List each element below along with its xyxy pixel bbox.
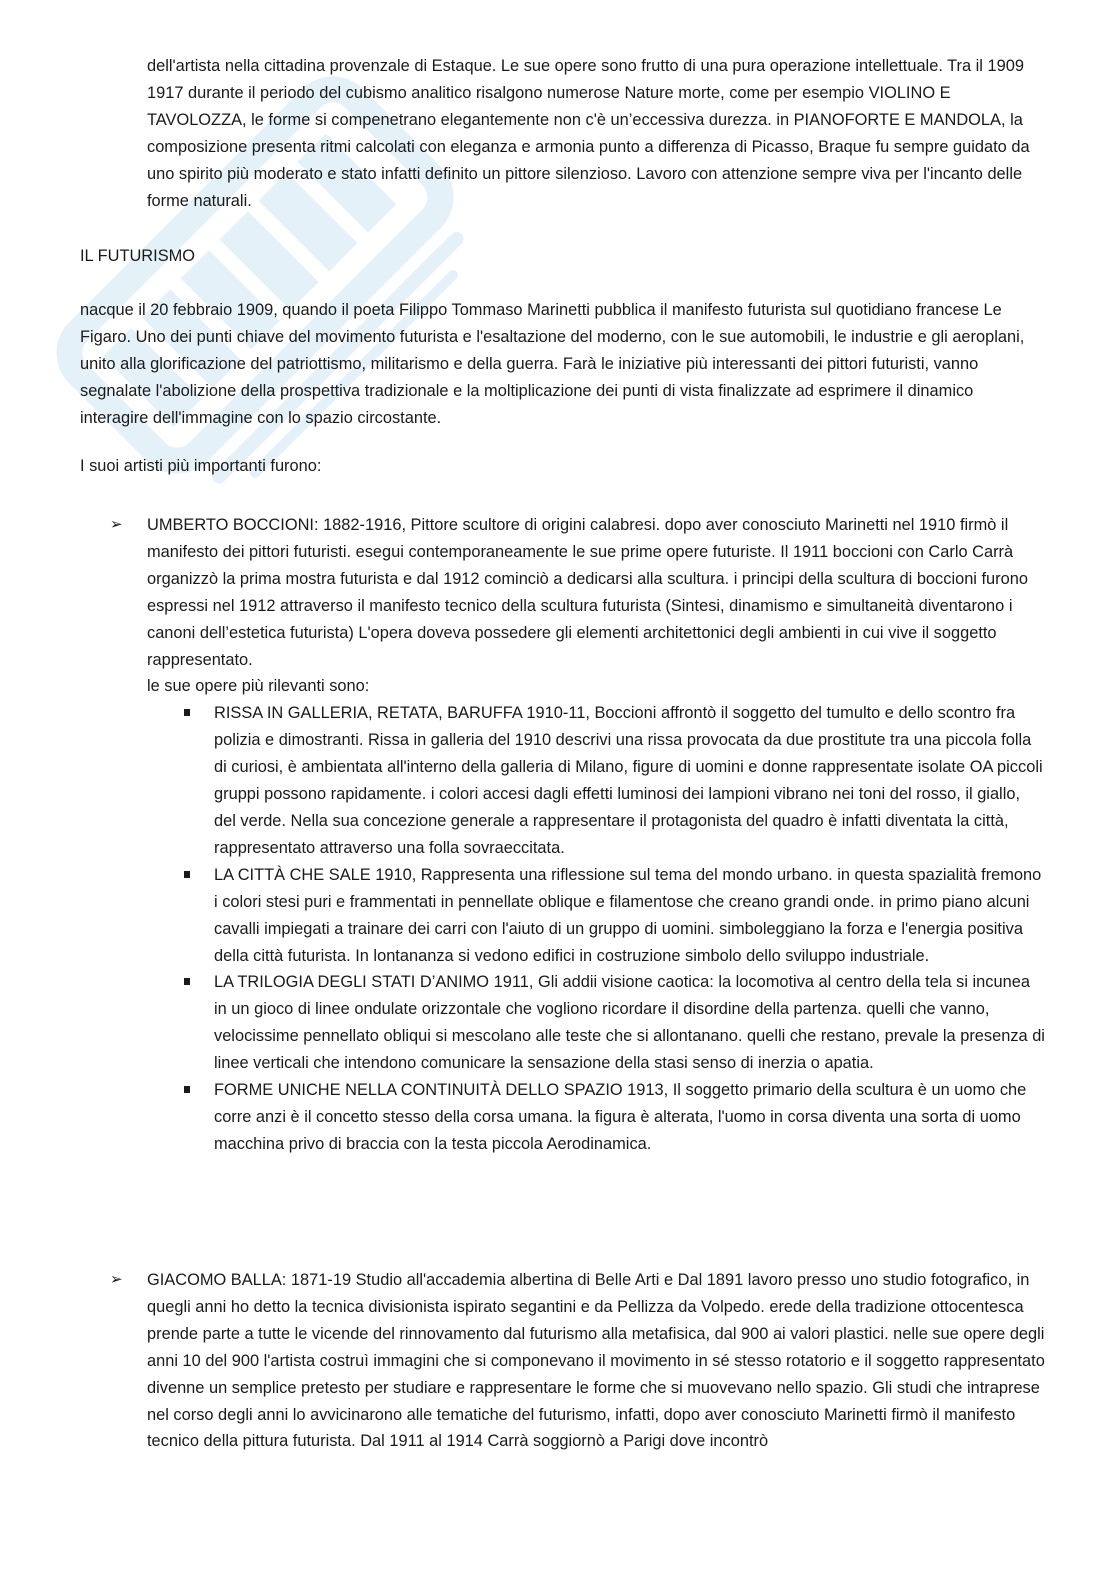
list-item — [110, 700, 1045, 861]
work-description: RISSA IN GALLERIA, RETATA, BARUFFA 1910-11, Boccioni affrontò il soggetto del tumulto e dello scontro fra polizia e dimostranti. Rissa in galleria del 1910 descrivi una rissa provocata da due prostitute tra una piccola folla di curiosi, è ambientata all'interno della galleria di Milano, figure di uomini e donne rappresentate isolate OA piccoli gruppi possono rapidamente. i colori accesi dagli effetti luminosi dei lampioni vibrano nei toni del rosso, il giallo, del verde. Nella sua concezione generale a rappresentare il protagonista del quadro è infatti diventata la città, rappresentato attraverso una folla sovraeccitata. — [214, 704, 1043, 857]
square-bullet-icon — [184, 709, 190, 716]
list-item — [110, 512, 1045, 700]
square-bullet-icon — [184, 1086, 190, 1093]
list-item — [110, 862, 1045, 970]
work-description: LA CITTÀ CHE SALE 1910, Rappresenta una riflessione sul tema del mondo urbano. in questa spazialità fremono i colori stesi puri e frammentati in pennellate oblique e filamentose che creano grandi onde. in primo piano alcuni cavalli impiegati a trainare dei carri con l'aiuto di un gruppo di uomini. simboleggiano la forza e l'energia positiva della città futurista. In lontananza si vedono edifici in costruzione simbolo dello sviluppo industriale. — [214, 865, 1042, 965]
list-item — [110, 1267, 1045, 1455]
section-paragraph-text: nacque il 20 febbraio 1909, quando il poeta Filippo Tommaso Marinetti pubblica il manifesto futurista sul quotidiano francese Le Figaro. Uno dei punti chiave del movimento futurista e l'esaltazione del moderno, con le sue automobili, le industrie e gli aeroplani, unito alla glorificazione del patriottismo, militarismo e della guerra. Farà le iniziative più interessanti dei pittori futuristi, vanno segnalate l'abolizione della prospettiva tradizionale e la moltiplicazione dei punti di vista finalizzate ad esprimere il dinamico interagire dell'immagine con lo spazio circostante. — [80, 301, 1025, 427]
arrow-bullet-icon: ➢ — [110, 516, 123, 533]
artists-lead-text: I suoi artisti più importanti furono: — [80, 457, 322, 475]
artist-description: UMBERTO BOCCIONI: 1882-1916, Pittore scultore di origini calabresi. dopo aver conosciuto Marinetti nel 1910 firmò il manifesto dei pittori futuristi. esegui contemporaneamente le sue prime opere futuriste. Il 1911 boccioni con Carlo Carrà organizzò la prima mostra futurista e dal 1912 cominciò a dedicarsi alla scultura. i principi della scultura di boccioni furono espressi nel 1912 attraverso il manifesto tecnico della scultura futurista (Sintesi, dinamismo e simultaneità diventarono i canoni dell’estetica futurista) L'opera doveva possedere gli elementi architettonici degli ambienti in cui vive il soggetto rappresentato. — [147, 516, 1028, 669]
list-item — [110, 1077, 1045, 1158]
section-title — [80, 243, 480, 270]
artist-item-balla — [110, 1267, 1045, 1455]
artist-description: GIACOMO BALLA: 1871-19 Studio all'accademia albertina di Belle Arti e Dal 1891 lavoro presso uno studio fotografico, in quegli anni ho detto la tecnica divisionista ispirato segantini e da Pellizza da Volpedo. erede della tradizione ottocentesca prende parte a tutte le vicende del rinnovamento dal futurismo alla metafisica, dal 900 ai valori plastici. nelle sue opere degli anni 10 del 900 l'artista costruì immagini che si componevano il movimento in sé stesso rotatorio e il soggetto rappresentato divenne un semplice pretesto per studiare e rappresentare le forme che si muovevano nello spazio. Gli studi che intraprese nel corso degli anni lo avvicinarono alle tematiche del futurismo, infatti, dopo aver conosciuto Marinetti firmò il manifesto tecnico della pittura futurista. Dal 1911 al 1914 Carrà soggiornò a Parigi dove incontrò — [147, 1271, 1045, 1451]
arrow-bullet-icon: ➢ — [110, 1271, 123, 1288]
intro-paragraph — [147, 53, 1047, 214]
square-bullet-icon — [184, 871, 190, 878]
work-description: FORME UNICHE NELLA CONTINUITÀ DELLO SPAZIO 1913, Il soggetto primario della scultura è un uomo che corre anzi è il concetto stesso della corsa umana. la figura è alterata, l'uomo in corsa diventa una sorta di uomo macchina privo di braccia con la testa piccola Aerodinamica. — [214, 1081, 1027, 1153]
list-item — [110, 969, 1045, 1077]
intro-text: dell'artista nella cittadina provenzale di Estaque. Le sue opere sono frutto di una pura operazione intellettuale. Tra il 1909 1917 durante il periodo del cubismo analitico risalgono numerose Nature morte, come per esempio VIOLINO E TAVOLOZZA, le forme si compenetrano elegantemente non c'è un’eccessiva durezza. in PIANOFORTE E MANDOLA, la composizione presenta ritmi calcolati con eleganza e armonia punto a differenza di Picasso, Braque fu sempre guidato da uno spirito più moderato e stato infatti definito un pittore silenzioso. Lavoro con attenzione sempre viva per l'incanto delle forme naturali. — [147, 57, 1030, 210]
work-description: LA TRILOGIA DEGLI STATI D’ANIMO 1911, Gli addii visione caotica: la locomotiva al centro della tela si incunea in un gioco di linee ondulate orizzontale che vogliono ricordare il disordine della partenza. quelli che vanno, velocissime pennellato obliqui si mescolano alle teste che si allontanano. quelli che restano, prevale la presenza di linee verticali che intendono comunicare la sensazione della stasi senso di inerzia o apatia. — [214, 973, 1045, 1073]
square-bullet-icon — [184, 978, 190, 985]
artist-item-boccioni — [110, 512, 1045, 1158]
artists-lead — [80, 453, 680, 480]
section-title-text: IL FUTURISMO — [80, 247, 196, 265]
works-intro: le sue opere più rilevanti sono: — [147, 677, 370, 696]
section-paragraph — [80, 297, 1040, 432]
